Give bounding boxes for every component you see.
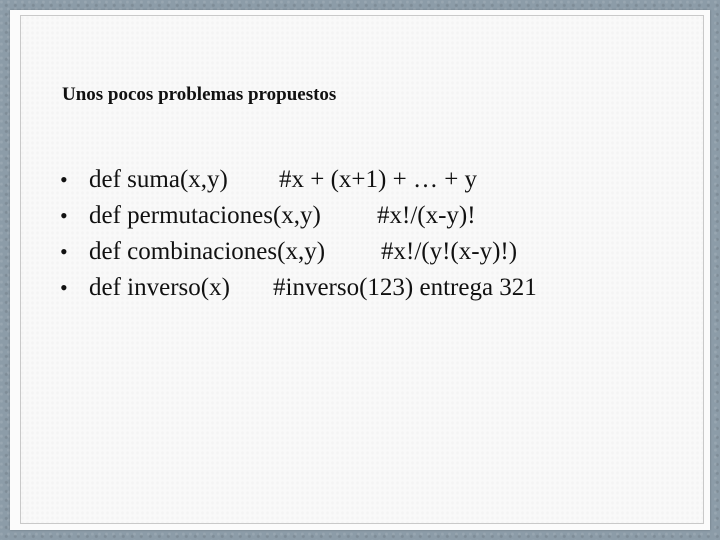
list-item-combinaciones xyxy=(60,234,537,270)
function-comment: #x!/(x-y)! xyxy=(377,202,476,229)
bullet-list xyxy=(60,162,537,306)
function-signature: def inverso(x) xyxy=(89,274,230,301)
function-signature: def combinaciones(x,y) xyxy=(89,238,326,265)
function-comment: #x!/(y!(x-y)!) xyxy=(381,238,518,265)
list-item-inverso xyxy=(60,270,537,306)
list-item-suma xyxy=(60,162,537,198)
bullet-icon: • xyxy=(60,239,68,264)
function-comment: #inverso(123) entrega 321 xyxy=(273,274,537,301)
bullet-icon: • xyxy=(60,167,68,192)
function-signature: def suma(x,y) xyxy=(89,166,228,193)
function-comment: #x + (x+1) + … + y xyxy=(279,166,478,193)
list-item-permutaciones xyxy=(60,198,537,234)
slide-title: Unos pocos problemas propuestos xyxy=(62,84,337,105)
bullet-icon: • xyxy=(60,275,68,300)
function-signature: def permutaciones(x,y) xyxy=(89,202,321,229)
bullet-icon: • xyxy=(60,203,68,228)
